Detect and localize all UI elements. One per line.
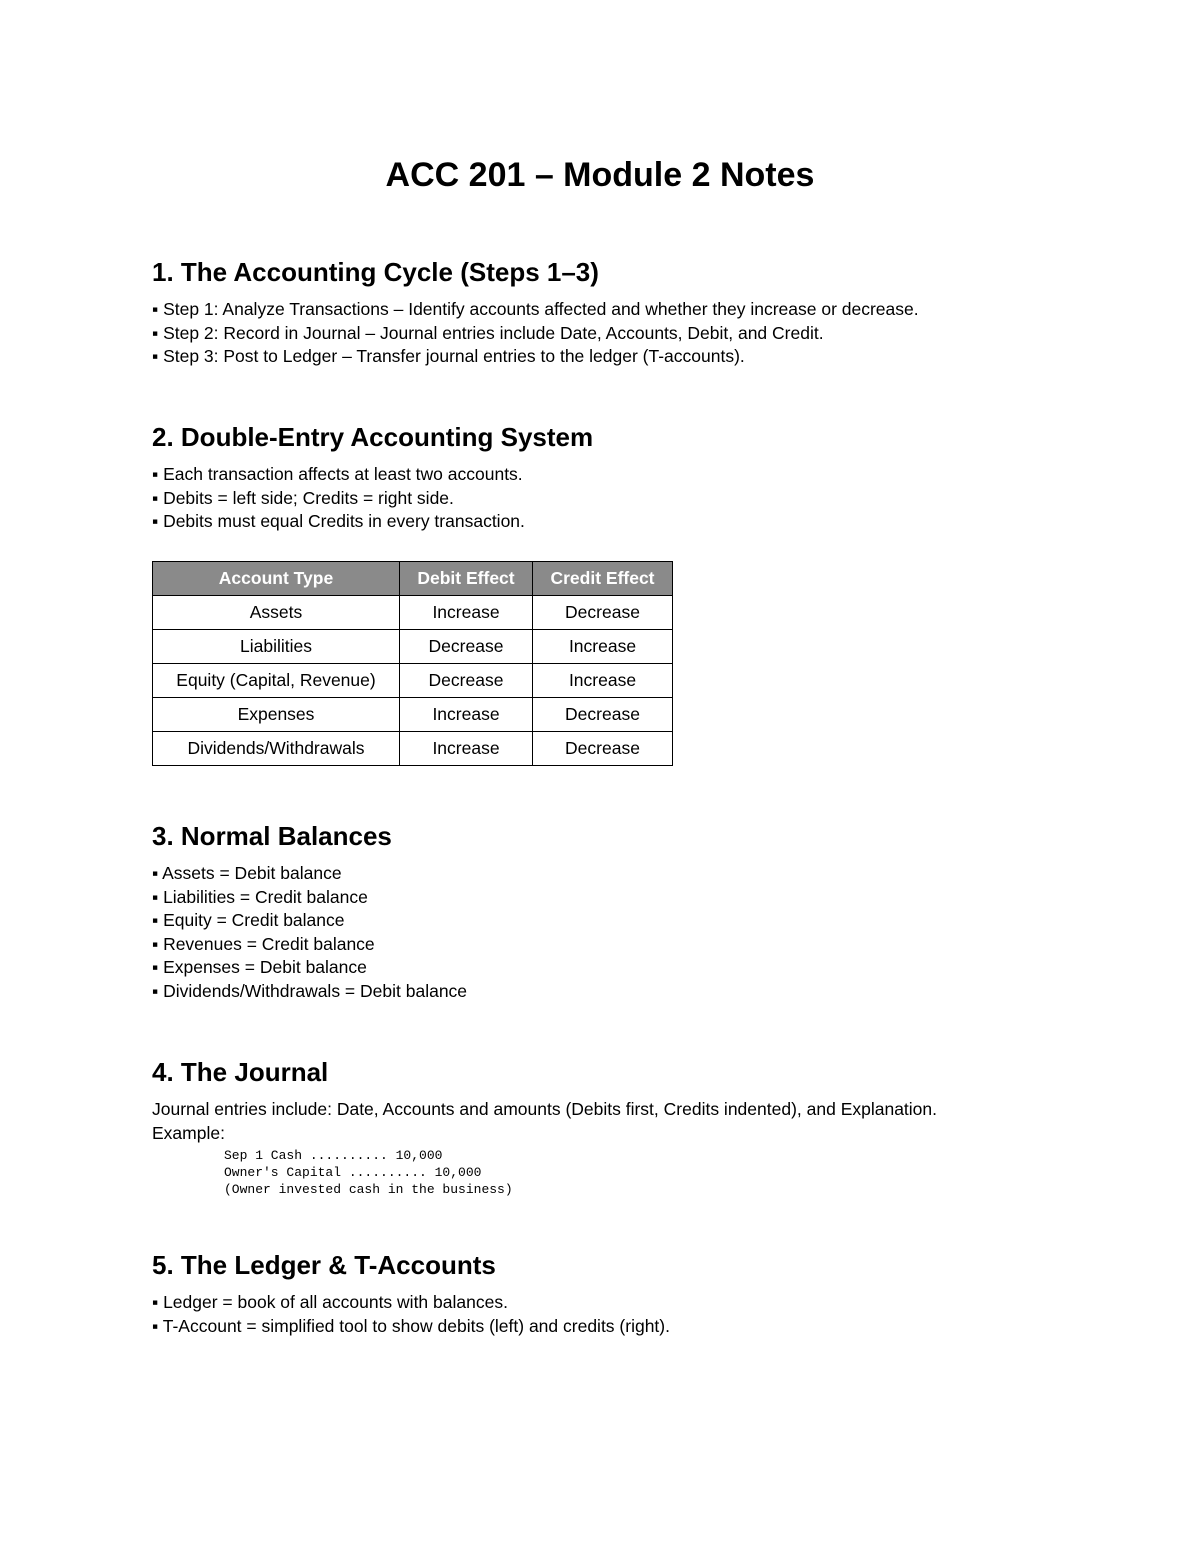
section-heading: 2. Double-Entry Accounting System <box>152 422 594 452</box>
table-cell: Equity (Capital, Revenue) <box>153 664 400 698</box>
table-cell: Increase <box>533 664 673 698</box>
document-title: ACC 201 – Module 2 Notes <box>385 156 815 194</box>
table-cell: Decrease <box>400 630 533 664</box>
table-row <box>153 732 673 766</box>
table-header-row <box>153 562 673 596</box>
table-cell: Decrease <box>533 732 673 766</box>
bullet-item: ▪ Liabilities = Credit balance <box>152 886 368 907</box>
table-cell: Increase <box>400 732 533 766</box>
journal-line: Owner's Capital .......... 10,000 <box>224 1165 482 1181</box>
section-heading: 4. The Journal <box>152 1057 329 1087</box>
bullet-item: ▪ Step 2: Record in Journal – Journal entries include Date, Accounts, Debit, and Credit. <box>152 322 824 343</box>
section-normal-balances <box>152 820 1072 1004</box>
journal-line: Sep 1 Cash .......... 10,000 <box>224 1148 443 1164</box>
table-cell: Increase <box>533 630 673 664</box>
table-row <box>153 698 673 732</box>
section-heading: 1. The Accounting Cycle (Steps 1–3) <box>152 257 599 287</box>
section-double-entry <box>152 421 1072 534</box>
table-cell: Decrease <box>400 664 533 698</box>
journal-example <box>224 1147 1072 1198</box>
bullet-item: ▪ T-Account = simplified tool to show debits (left) and credits (right). <box>152 1315 670 1336</box>
section-accounting-cycle <box>152 256 1072 369</box>
table-row <box>153 630 673 664</box>
table-cell: Expenses <box>153 698 400 732</box>
section-heading: 3. Normal Balances <box>152 821 392 851</box>
paragraph: Journal entries include: Date, Accounts and amounts (Debits first, Credits indented), and Explanation. <box>152 1099 938 1119</box>
table-cell: Decrease <box>533 698 673 732</box>
section-ledger <box>152 1249 1072 1338</box>
bullet-item: ▪ Step 3: Post to Ledger – Transfer journal entries to the ledger (T-accounts). <box>152 346 745 367</box>
bullet-item: ▪ Expenses = Debit balance <box>152 957 367 978</box>
bullet-item: ▪ Dividends/Withdrawals = Debit balance <box>152 980 468 1001</box>
bullet-item: ▪ Step 1: Analyze Transactions – Identify accounts affected and whether they increase or decrease. <box>152 299 919 319</box>
table-row <box>153 596 673 630</box>
column-header-debit-effect: Debit Effect <box>400 562 533 596</box>
account-effects-table <box>152 561 673 766</box>
journal-line: (Owner invested cash in the business) <box>224 1182 513 1198</box>
bullet-item: ▪ Ledger = book of all accounts with balances. <box>152 1292 508 1312</box>
paragraph: Example: <box>152 1122 225 1143</box>
table-cell: Assets <box>153 596 400 630</box>
table-row <box>153 664 673 698</box>
bullet-item: ▪ Debits = left side; Credits = right side. <box>152 487 454 508</box>
bullet-item: ▪ Revenues = Credit balance <box>152 933 375 954</box>
bullet-item: ▪ Each transaction affects at least two accounts. <box>152 464 523 484</box>
bullet-item: ▪ Equity = Credit balance <box>152 910 345 931</box>
bullet-item: ▪ Assets = Debit balance <box>152 863 342 883</box>
bullet-item: ▪ Debits must equal Credits in every transaction. <box>152 511 525 532</box>
table-cell: Increase <box>400 698 533 732</box>
section-journal <box>152 1056 1072 1198</box>
column-header-credit-effect: Credit Effect <box>533 562 673 596</box>
table-cell: Increase <box>400 596 533 630</box>
column-header-account-type: Account Type <box>153 562 400 596</box>
table-cell: Liabilities <box>153 630 400 664</box>
table-cell: Decrease <box>533 596 673 630</box>
section-heading: 5. The Ledger & T-Accounts <box>152 1250 496 1280</box>
table-cell: Dividends/Withdrawals <box>153 732 400 766</box>
